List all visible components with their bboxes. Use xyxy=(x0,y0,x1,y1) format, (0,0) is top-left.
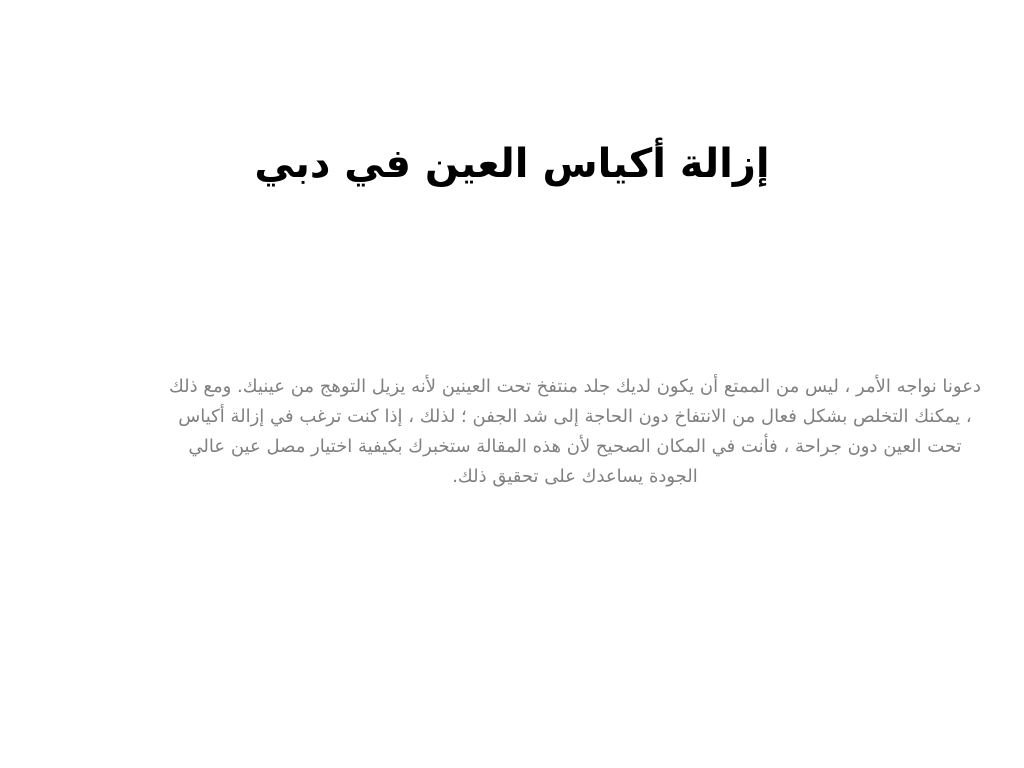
slide-body-text: دعونا نواجه الأمر ، ليس من الممتع أن يكون لديك جلد منتفخ تحت العينين لأنه يزيل التوهج من عينيك. ومع ذلك ، يمكنك التخلص بشكل فعال من الانتفاخ دون الحاجة إلى شد الجفن ؛ لذلك ، إذا كنت ترغب في إزالة أكياس تحت العين دون جراحة ، فأنت في المكان الصحيح لأن هذه المقالة ستخبرك بكيفية اختيار مصل عين عالي الجودة يساعدك على تحقيق ذلك. xyxy=(169,376,981,487)
slide-title: إزالة أكياس العين في دبي xyxy=(254,141,770,187)
